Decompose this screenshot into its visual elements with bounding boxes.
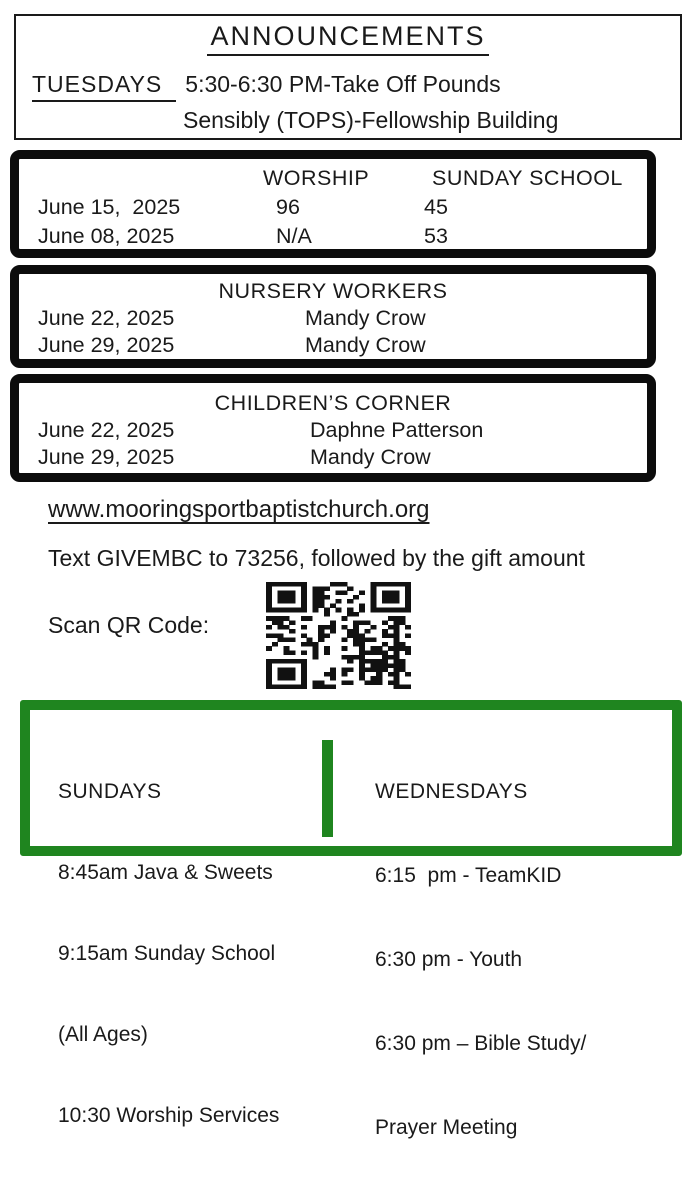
childrens-corner-table <box>19 417 647 471</box>
worship-count: 96 <box>276 195 300 219</box>
childrens-row-name: Mandy Crow <box>310 445 431 469</box>
sundays-schedule-line: 10:30 Worship Services <box>58 1104 280 1127</box>
sunday-school-column-header: SUNDAY SCHOOL <box>432 166 623 190</box>
sunday-school-count: 53 <box>424 224 448 248</box>
attendance-section <box>10 150 656 258</box>
attendance-row-date: June 08, 2025 <box>38 224 175 248</box>
sunday-school-count: 45 <box>424 195 448 219</box>
wednesdays-title: WEDNESDAYS <box>375 780 528 803</box>
wednesdays-schedule-line: 6:15 pm - TeamKID <box>375 864 562 887</box>
text-to-give-instruction: Text GIVEMBC to 73256, followed by the gift amount <box>48 545 585 571</box>
worship-column-header: WORSHIP <box>263 166 370 190</box>
wednesdays-schedule-line: 6:30 pm – Bible Study/ <box>375 1032 587 1055</box>
nursery-workers-title: NURSERY WORKERS <box>218 279 448 303</box>
nursery-row-date: June 22, 2025 <box>38 306 175 330</box>
wednesdays-schedule-line: Prayer Meeting <box>375 1116 518 1139</box>
childrens-row-date: June 22, 2025 <box>38 418 175 442</box>
scan-qr-label: Scan QR Code: <box>48 612 210 638</box>
sundays-schedule-line: 9:15am Sunday School <box>58 942 276 965</box>
nursery-row-name: Mandy Crow <box>305 306 426 330</box>
nursery-row-name: Mandy Crow <box>305 333 426 357</box>
childrens-row-name: Daphne Patterson <box>310 418 484 442</box>
childrens-corner-section <box>10 374 656 482</box>
attendance-header-spacer <box>38 164 263 193</box>
sundays-column <box>58 724 279 1183</box>
qr-code-icon <box>266 582 411 689</box>
sundays-schedule-line: 8:45am Java & Sweets <box>58 861 273 884</box>
sundays-title: SUNDAYS <box>58 780 162 803</box>
attendance-row-date: June 15, 2025 <box>38 195 181 219</box>
nursery-workers-table <box>19 305 647 359</box>
wednesdays-column <box>375 722 586 1198</box>
worship-count: N/A <box>276 224 312 248</box>
weekly-schedule-section <box>20 700 682 1139</box>
page-title: ANNOUNCEMENTS <box>207 21 488 56</box>
nursery-row-date: June 29, 2025 <box>38 333 175 357</box>
tops-time-text: 5:30-6:30 PM-Take Off Pounds <box>185 71 501 97</box>
qr-code-image <box>266 582 411 689</box>
nursery-workers-section <box>10 265 656 368</box>
tops-location-text: Sensibly (TOPS)-Fellowship Building <box>183 107 559 133</box>
announcements-title-wrap <box>16 16 680 56</box>
tuesdays-schedule-row <box>16 71 680 102</box>
tuesdays-label: TUESDAYS <box>32 71 176 102</box>
attendance-table <box>19 164 647 251</box>
schedule-divider <box>322 740 333 837</box>
announcements-section <box>14 14 682 140</box>
childrens-corner-title: CHILDREN’S CORNER <box>214 391 452 415</box>
wednesdays-schedule-line: 6:30 pm - Youth <box>375 948 523 971</box>
church-website-link[interactable]: www.mooringsportbaptistchurch.org <box>48 496 430 523</box>
sundays-schedule-line: (All Ages) <box>58 1023 148 1046</box>
childrens-row-date: June 29, 2025 <box>38 445 175 469</box>
